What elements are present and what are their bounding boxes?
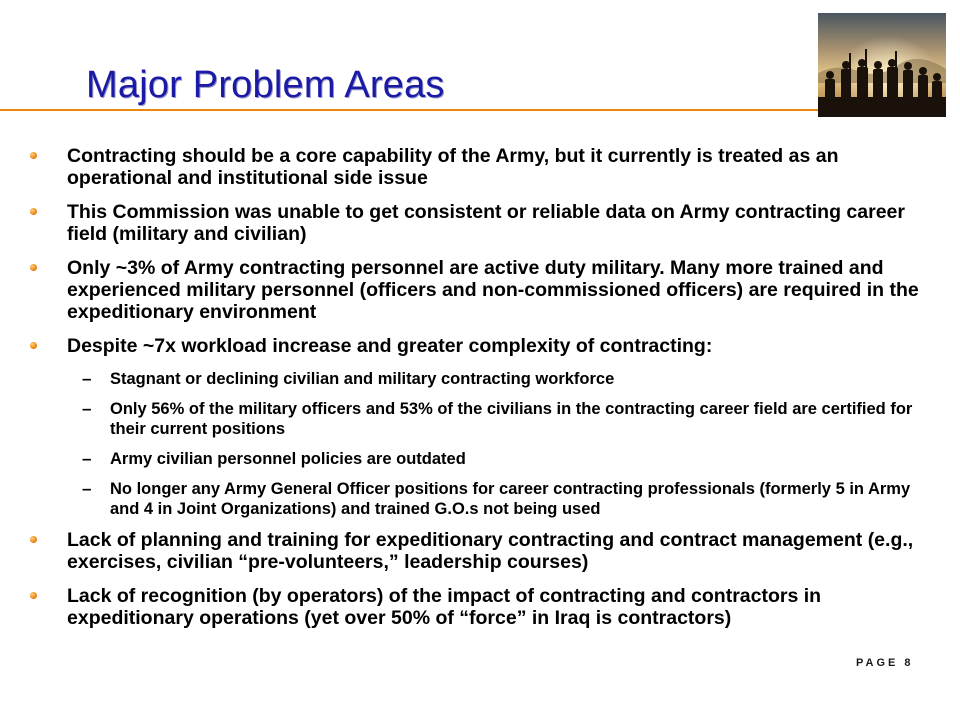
orange-bullet-icon bbox=[30, 264, 37, 271]
bullet-text: Despite ~7x workload increase and greater complexity of contracting: bbox=[67, 335, 713, 357]
bullet-text: Only ~3% of Army contracting personnel are active duty military. Many more trained and experienced military personnel (officers and non-commissioned officers) are required in the expeditionary environment bbox=[67, 257, 919, 323]
bullet-text: Contracting should be a core capability of the Army, but it currently is treated as an operational and institutional side issue bbox=[67, 145, 839, 189]
soldiers-silhouette-photo bbox=[818, 13, 946, 117]
dash-bullet-icon: – bbox=[82, 399, 92, 418]
bullet-text: Army civilian personnel policies are outdated bbox=[110, 450, 466, 468]
bullet-text: Lack of planning and training for expeditionary contracting and contract management (e.g., exercises, civilian “pre-volunteers,” leadership courses) bbox=[67, 529, 914, 573]
bullet-text: Stagnant or declining civilian and military contracting workforce bbox=[110, 370, 615, 388]
page-number: PAGE 8 bbox=[856, 657, 914, 669]
bullet-list bbox=[0, 145, 960, 641]
bullet-item bbox=[0, 529, 960, 573]
orange-bullet-icon bbox=[30, 342, 37, 349]
orange-bullet-icon bbox=[30, 208, 37, 215]
bullet-text: No longer any Army General Officer positions for career contracting professionals (formerly 5 in Army and 4 in Joint Organizations) and trained G.O.s not being used bbox=[110, 480, 911, 518]
bullet-text: This Commission was unable to get consistent or reliable data on Army contracting career field (military and civilian) bbox=[67, 201, 905, 245]
bullet-text: Lack of recognition (by operators) of the impact of contracting and contractors in expeditionary operations (yet over 50% of “force” in Iraq is contractors) bbox=[67, 585, 822, 629]
sub-bullet-item bbox=[0, 399, 960, 439]
dash-bullet-icon: – bbox=[82, 479, 92, 498]
bullet-item bbox=[0, 257, 960, 323]
sub-bullet-item bbox=[0, 449, 960, 469]
title-underline bbox=[0, 109, 818, 111]
orange-bullet-icon bbox=[30, 152, 37, 159]
dash-bullet-icon: – bbox=[82, 449, 92, 468]
dash-bullet-icon: – bbox=[82, 369, 92, 388]
bullet-text: Only 56% of the military officers and 53% of the civilians in the contracting career field are certified for their current positions bbox=[110, 400, 913, 438]
bullet-item bbox=[0, 145, 960, 189]
orange-bullet-icon bbox=[30, 536, 37, 543]
sub-bullet-item bbox=[0, 369, 960, 389]
slide-title: Major Problem Areas bbox=[86, 64, 445, 106]
bullet-item bbox=[0, 335, 960, 357]
sub-bullet-item bbox=[0, 479, 960, 519]
bullet-item bbox=[0, 585, 960, 629]
orange-bullet-icon bbox=[30, 592, 37, 599]
bullet-item bbox=[0, 201, 960, 245]
